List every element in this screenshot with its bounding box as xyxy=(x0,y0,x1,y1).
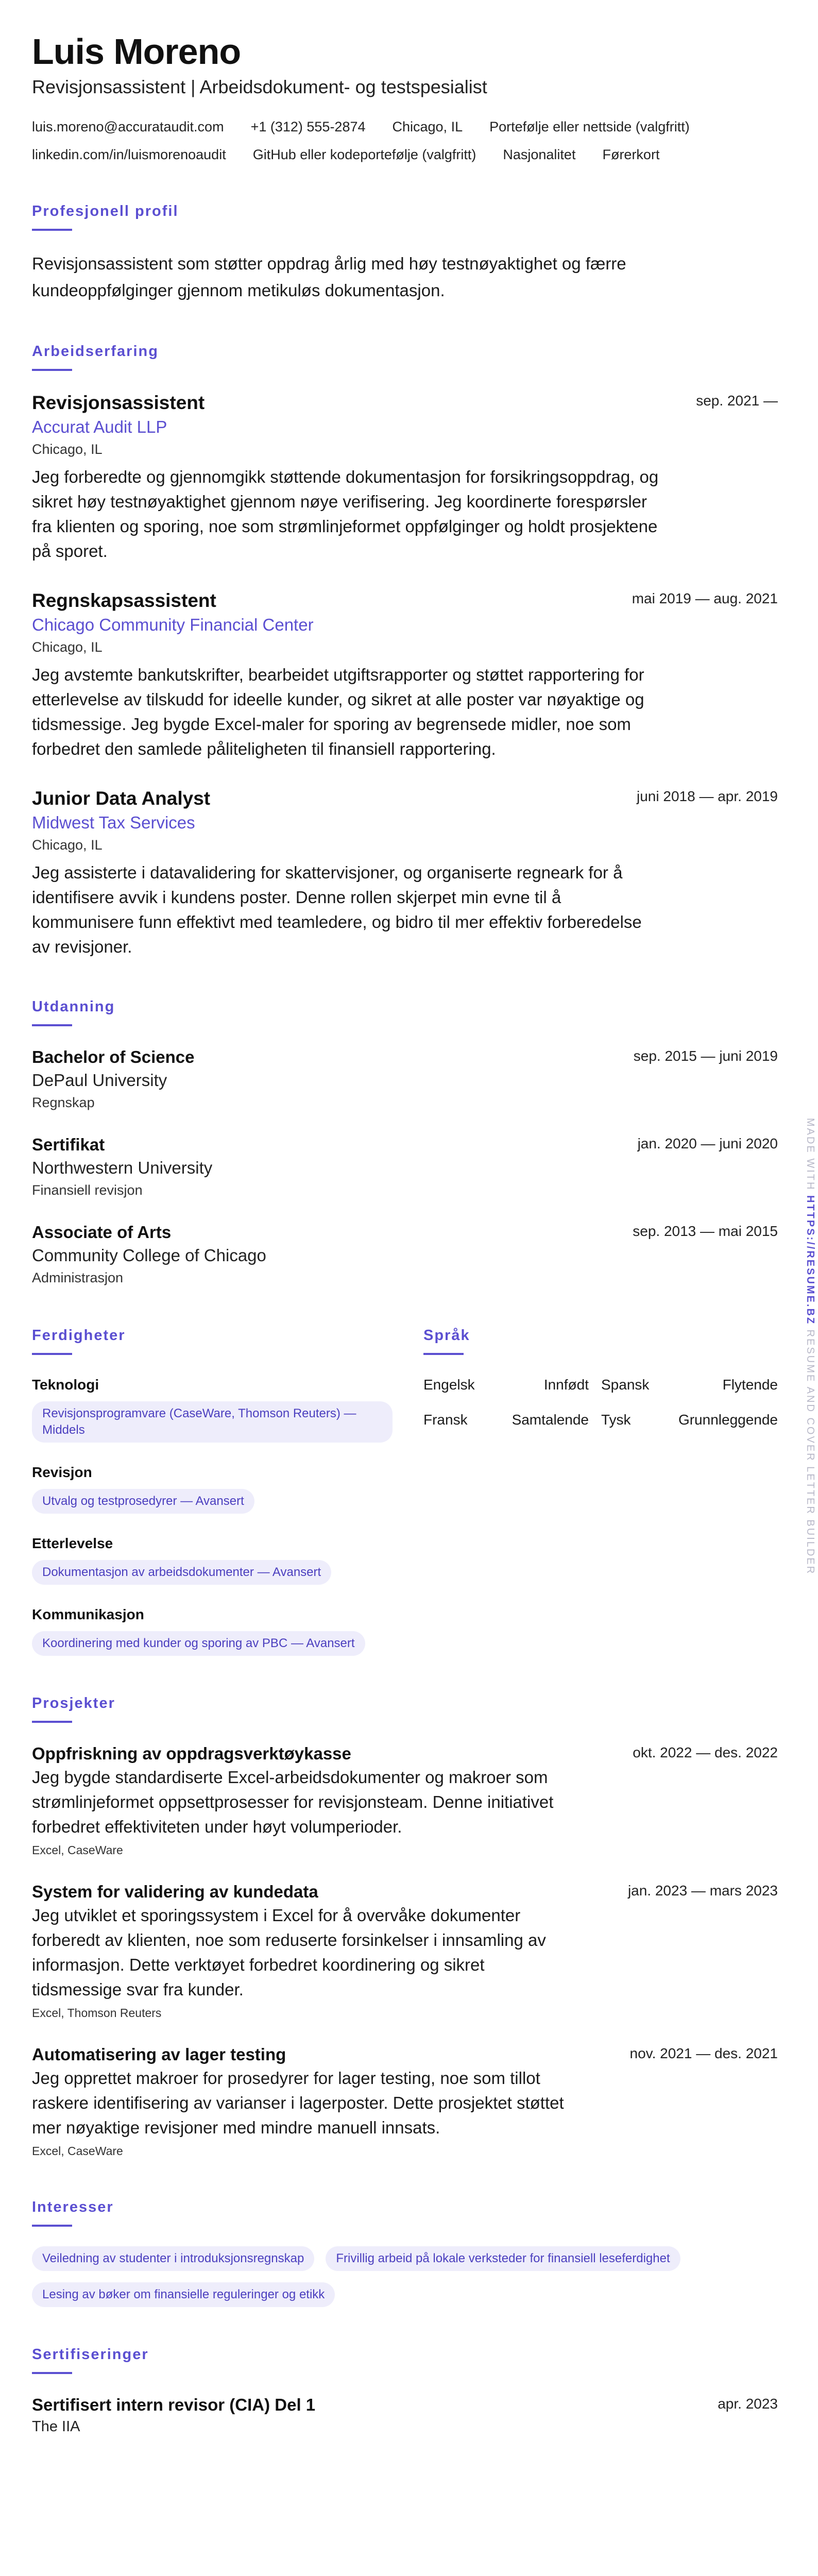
contact-email[interactable]: luis.moreno@accurataudit.com xyxy=(32,119,224,134)
skill-chip: Koordinering med kunder og sporing av PBC — Avansert xyxy=(32,1631,365,1656)
language-name: Spansk xyxy=(601,1377,650,1393)
language-list xyxy=(423,1375,778,1430)
project-name: Oppfriskning av oppdragsverktøykasse xyxy=(32,1744,351,1763)
education-dates: jan. 2020 — juni 2020 xyxy=(637,1136,778,1151)
language-level: Flytende xyxy=(722,1377,778,1393)
contact-list xyxy=(32,117,774,164)
project-description: Jeg utviklet et sporingssystem i Excel for å overvåke dokumenter forberedt av klienten, noe som reduserte forsinkelser i innsamling av informasjon. Dette verktøyet forbedret koordinering og sikret tidsmessige svar fra kunder. xyxy=(32,1906,546,1999)
contact-nationality: Nasjonalitet xyxy=(503,147,576,162)
watermark-suffix: RESUME AND COVER LETTER BUILDER xyxy=(805,1325,816,1575)
section-divider xyxy=(32,1024,72,1026)
builder-watermark xyxy=(804,1118,816,1575)
job-dates: juni 2018 — apr. 2019 xyxy=(637,788,778,804)
section-title: Utdanning xyxy=(32,998,115,1015)
certification-entry xyxy=(32,2394,778,2437)
project-tech: Excel, CaseWare xyxy=(32,2144,123,2158)
job-company: Chicago Community Financial Center xyxy=(32,615,314,634)
candidate-headline: Revisjonsassistent | Arbeidsdokument- og testspesialist xyxy=(32,76,487,97)
watermark-link[interactable]: HTTPS://RESUME.BZ xyxy=(805,1195,816,1326)
contact-drivers-license: Førerkort xyxy=(602,147,660,162)
languages-section xyxy=(423,1326,778,1656)
job-dates: sep. 2021 — xyxy=(696,393,778,409)
project-description: Jeg opprettet makroer for prosedyrer for lager testing, noe som tillot raskere identifisering av varianser i lagerposter. Dette prosjektet støttet mer nøyaktige revisjoner med mindre manuell innsats. xyxy=(32,2069,564,2137)
contact-github[interactable]: GitHub eller kodeportefølje (valgfritt) xyxy=(252,147,476,162)
skill-chip: Dokumentasjon av arbeidsdokumenter — Avansert xyxy=(32,1560,331,1585)
section-divider xyxy=(32,229,72,231)
contact-linkedin[interactable]: linkedin.com/in/luismorenoaudit xyxy=(32,147,226,162)
section-title: Interesser xyxy=(32,2199,114,2215)
education-entry xyxy=(32,1046,778,1113)
section-divider xyxy=(32,1353,72,1355)
job-description: Jeg forberedte og gjennomgikk støttende dokumentasjon for forsikringsoppdrag, og sikret høy testnøyaktighet gjennom nøye verifisering. Jeg koordinerte forespørsler fra klienten og sporing, noe som strømlinjeformet oppfølginger og holdt prosjektene på sporet. xyxy=(32,467,659,561)
language-level: Samtalende xyxy=(512,1412,589,1428)
skill-category: Teknologi xyxy=(32,1377,99,1393)
candidate-name: Luis Moreno xyxy=(32,31,241,72)
project-dates: nov. 2021 — des. 2021 xyxy=(629,2045,778,2061)
education-school: Northwestern University xyxy=(32,1158,213,1177)
job-role: Revisjonsassistent xyxy=(32,392,205,413)
interest-list xyxy=(32,2246,774,2307)
job-role: Junior Data Analyst xyxy=(32,788,211,809)
section-divider xyxy=(32,369,72,371)
education-field: Finansiell revisjon xyxy=(32,1182,143,1198)
section-divider xyxy=(32,2372,72,2374)
skill-chip: Revisjonsprogramvare (CaseWare, Thomson Reuters) — Middels xyxy=(32,1401,393,1443)
education-degree: Associate of Arts xyxy=(32,1223,172,1242)
project-tech: Excel, CaseWare xyxy=(32,1843,123,1857)
experience-entry xyxy=(32,786,778,959)
job-location: Chicago, IL xyxy=(32,442,103,457)
certifications-section xyxy=(32,2345,778,2437)
resume-content xyxy=(32,31,778,2437)
watermark-prefix: MADE WITH xyxy=(805,1118,816,1195)
job-role: Regnskapsassistent xyxy=(32,590,216,611)
skill-category: Revisjon xyxy=(32,1464,92,1480)
job-location: Chicago, IL xyxy=(32,837,103,853)
skills-section xyxy=(32,1326,423,1656)
job-description: Jeg assisterte i datavalidering for skattervisjoner, og organiserte regneark for å identifisere avvik i kundens poster. Denne rollen skjerpet min evne til å kommunisere funn effektivt med teamledere, og bidro til mer effektiv forberedelse av revisjoner. xyxy=(32,863,642,956)
section-divider xyxy=(423,1353,464,1355)
section-title: Ferdigheter xyxy=(32,1327,126,1344)
job-description: Jeg avstemte bankutskrifter, bearbeidet utgiftsrapporter og støttet rapportering for etterlevelse av tilskudd for ideelle kunder, og sikret at alle poster var nøyaktige og tidsmessige. Jeg bygde Excel-maler for sporing av begrensede midler, noe som forbedret den samlede påliteligheten til finansiell rapportering. xyxy=(32,665,644,758)
projects-section xyxy=(32,1694,778,2160)
language-level: Innfødt xyxy=(543,1377,589,1393)
interest-chip: Lesing av bøker om finansielle reguleringer og etikk xyxy=(32,2282,335,2307)
education-school: DePaul University xyxy=(32,1071,167,1090)
language-name: Fransk xyxy=(423,1412,468,1428)
section-title: Prosjekter xyxy=(32,1695,115,1711)
contact-location: Chicago, IL xyxy=(392,119,463,134)
job-company: Midwest Tax Services xyxy=(32,813,195,832)
project-dates: jan. 2023 — mars 2023 xyxy=(627,1883,778,1899)
project-entry xyxy=(32,1742,778,1859)
section-title: Arbeidserfaring xyxy=(32,343,159,360)
job-company: Accurat Audit LLP xyxy=(32,417,167,436)
contact-portfolio[interactable]: Portefølje eller nettside (valgfritt) xyxy=(489,119,690,134)
project-entry xyxy=(32,2043,778,2160)
experience-entry xyxy=(32,391,778,564)
education-dates: sep. 2013 — mai 2015 xyxy=(633,1223,778,1239)
interest-chip: Veiledning av studenter i introduksjonsregnskap xyxy=(32,2246,314,2271)
education-section xyxy=(32,997,778,1288)
certification-issuer: The IIA xyxy=(32,2418,80,2435)
job-location: Chicago, IL xyxy=(32,639,103,655)
language-name: Engelsk xyxy=(423,1377,475,1393)
experience-section xyxy=(32,342,778,959)
section-title: Profesjonell profil xyxy=(32,203,179,219)
interest-chip: Frivillig arbeid på lokale verksteder for finansiell leseferdighet xyxy=(326,2246,680,2271)
project-description: Jeg bygde standardiserte Excel-arbeidsdokumenter og makroer som strømlinjeformet oppsettprosesser for revisjonsteam. Denne initiativet forbedret effektiviteten under høyt volumperioder. xyxy=(32,1768,554,1836)
section-title: Språk xyxy=(423,1327,470,1344)
certification-name: Sertifisert intern revisor (CIA) Del 1 xyxy=(32,2395,316,2414)
education-degree: Bachelor of Science xyxy=(32,1047,195,1066)
project-entry xyxy=(32,1880,778,2022)
language-level: Grunnleggende xyxy=(678,1412,778,1428)
profile-section xyxy=(32,202,778,304)
skill-chip: Utvalg og testprosedyrer — Avansert xyxy=(32,1489,254,1514)
education-entry xyxy=(32,1133,778,1200)
project-tech: Excel, Thomson Reuters xyxy=(32,2006,162,2020)
section-divider xyxy=(32,1721,72,1723)
interests-section xyxy=(32,2198,778,2307)
section-divider xyxy=(32,2225,72,2227)
skill-category: Kommunikasjon xyxy=(32,1606,144,1622)
skills-languages-row xyxy=(32,1326,778,1656)
education-entry xyxy=(32,1221,778,1288)
education-school: Community College of Chicago xyxy=(32,1246,266,1265)
project-name: Automatisering av lager testing xyxy=(32,2045,286,2064)
job-dates: mai 2019 — aug. 2021 xyxy=(632,590,778,606)
education-dates: sep. 2015 — juni 2019 xyxy=(633,1048,778,1064)
education-degree: Sertifikat xyxy=(32,1135,105,1154)
project-name: System for validering av kundedata xyxy=(32,1882,318,1901)
experience-entry xyxy=(32,588,778,761)
education-field: Regnskap xyxy=(32,1095,95,1110)
certification-date: apr. 2023 xyxy=(718,2396,778,2412)
language-name: Tysk xyxy=(601,1412,631,1428)
project-dates: okt. 2022 — des. 2022 xyxy=(633,1744,778,1760)
contact-phone[interactable]: +1 (312) 555-2874 xyxy=(250,119,366,134)
section-title: Sertifiseringer xyxy=(32,2346,149,2363)
skill-category: Etterlevelse xyxy=(32,1535,113,1551)
education-field: Administrasjon xyxy=(32,1270,124,1285)
profile-text: Revisjonsassistent som støtter oppdrag årlig med høy testnøyaktighet og færre kundeoppfølginger gjennom metikuløs dokumentasjon. xyxy=(32,254,626,300)
